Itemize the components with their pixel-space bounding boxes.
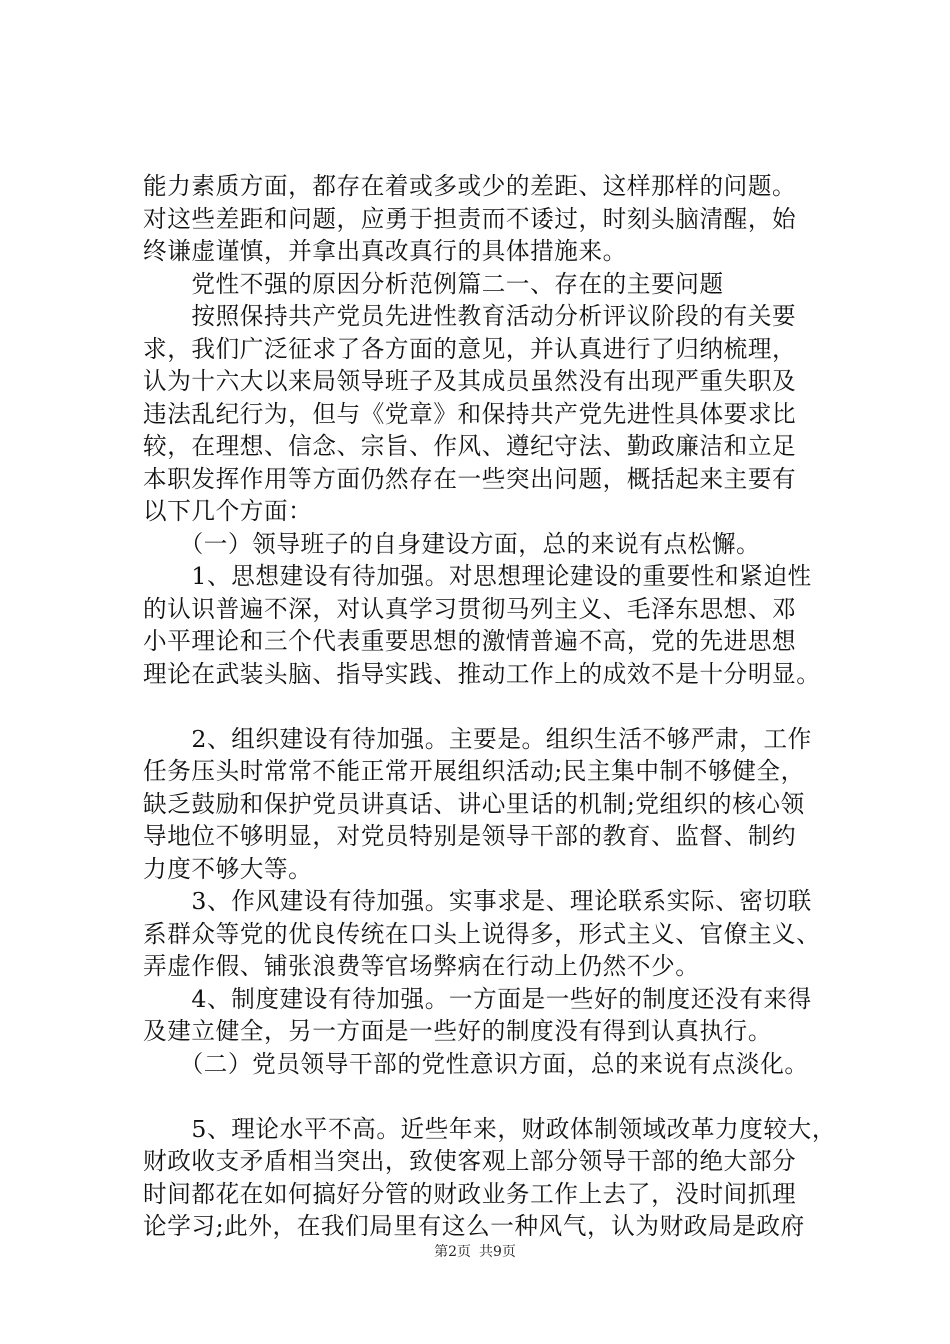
text-line: 及建立健全，另一方面是一些好的制度没有得到认真执行。 — [143, 1017, 773, 1045]
text-line: 按照保持共产党员先进性教育活动分析评议阶段的有关要 — [143, 302, 797, 330]
text-line: 1、思想建设有待加强。对思想理论建设的重要性和紧迫性 — [143, 562, 812, 590]
text-line: 的认识普遍不深，对认真学习贯彻马列主义、毛泽东思想、邓 — [143, 594, 797, 623]
text-line: 缺乏鼓励和保护党员讲真话、讲心里话的机制;党组织的核心领 — [143, 789, 805, 818]
text-line: 3、作风建设有待加强。实事求是、理论联系实际、密切联 — [143, 887, 812, 915]
text-line: 任务压头时常常不能正常开展组织活动;民主集中制不够健全， — [143, 757, 805, 785]
text-line: 较，在理想、信念、宗旨、作风、遵纪守法、勤政廉洁和立足 — [143, 432, 797, 460]
blank-line — [143, 690, 863, 723]
section-heading: 党性不强的原因分析范例篇二一、存在的主要问题 — [143, 269, 724, 298]
text-line: 时间都花在如何搞好分管的财政业务工作上去了，没时间抓理 — [143, 1179, 797, 1208]
blank-line — [143, 1080, 863, 1113]
text-line: 2、组织建设有待加强。主要是。组织生活不够严肃，工作 — [143, 724, 812, 753]
text-line: 系群众等党的优良传统在口头上说得多，形式主义、官僚主义、 — [143, 919, 821, 948]
text-line: 弄虚作假、铺张浪费等官场弊病在行动上仍然不少。 — [143, 952, 700, 980]
text-line: 论学习;此外，在我们局里有这么一种风气，认为财政局是政府 — [143, 1212, 805, 1240]
text-line: 认为十六大以来局领导班子及其成员虽然没有出现严重失职及 — [143, 367, 797, 395]
page-footer — [0, 1241, 950, 1261]
text-line: 4、制度建设有待加强。一方面是一些好的制度还没有来得 — [143, 984, 812, 1013]
text-line: 本职发挥作用等方面仍然存在一些突出问题，概括起来主要有 — [143, 464, 797, 493]
text-line: 以下几个方面： — [143, 497, 313, 525]
text-line: 能力素质方面，都存在着或多或少的差距、这样那样的问题。 — [143, 172, 797, 200]
text-line: 导地位不够明显，对党员特别是领导干部的教育、监督、制约 — [143, 822, 797, 850]
text-line: 财政收支矛盾相当突出，致使客观上部分领导干部的绝大部分 — [143, 1147, 797, 1175]
text-line: 违法乱纪行为，但与《党章》和保持共产党先进性具体要求比 — [143, 399, 797, 428]
text-line: 终谦虚谨慎，并拿出真改真行的具体措施来。 — [143, 237, 627, 265]
text-line: 力度不够大等。 — [143, 854, 313, 883]
document-body — [143, 170, 863, 1243]
page-total: 共9页 — [479, 1244, 516, 1260]
text-line: 求，我们广泛征求了各方面的意见，并认真进行了归纳梳理， — [143, 334, 797, 363]
text-line: 理论在武装头脑、指导实践、推动工作上的成效不是十分明显。 — [143, 659, 821, 688]
text-line: 小平理论和三个代表重要思想的激情普遍不高，党的先进思想 — [143, 627, 797, 655]
page-number: 第2页 — [434, 1244, 471, 1260]
subsection-heading: （二）党员领导干部的党性意识方面，总的来说有点淡化。 — [143, 1049, 809, 1078]
subsection-heading: （一）领导班子的自身建设方面，总的来说有点松懈。 — [143, 529, 761, 558]
text-line: 对这些差距和问题，应勇于担责而不诿过，时刻头脑清醒，始 — [143, 204, 797, 233]
text-line: 5、理论水平不高。近些年来，财政体制领域改革力度较大， — [143, 1114, 837, 1143]
